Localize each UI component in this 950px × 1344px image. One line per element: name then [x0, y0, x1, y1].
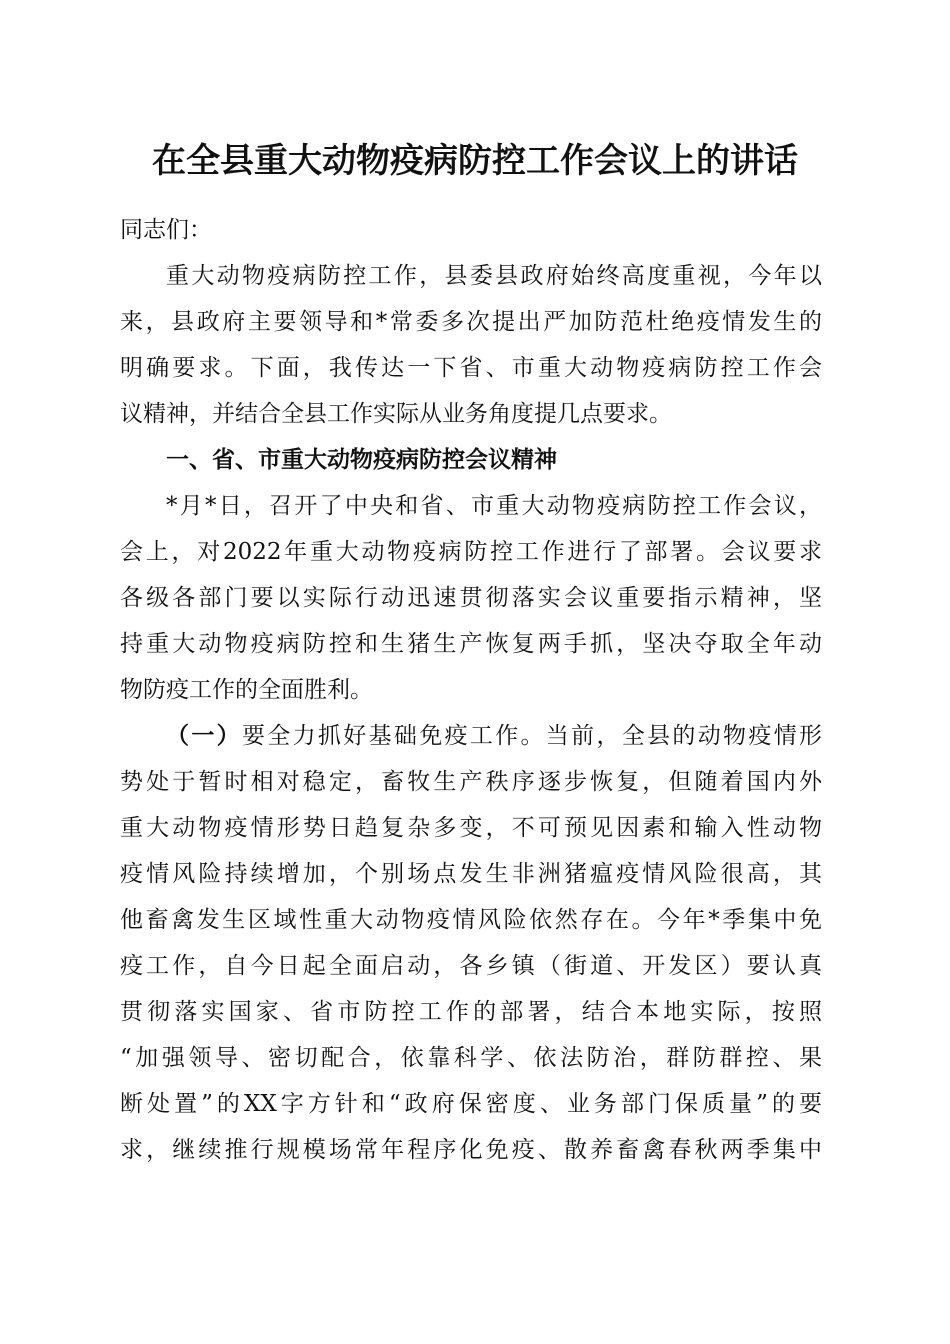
subsection-label: （一） [166, 722, 242, 749]
paragraph-line: 疫工作，自今日起全面启动，各乡镇（街道、开发区）要认真 [120, 953, 822, 979]
paragraph-line: 明确要求。下面，我传达一下省、市重大动物疫病防控工作会 [120, 355, 822, 381]
subsection-line [120, 713, 822, 759]
paragraph-line: 贯彻落实国家、省市防控工作的部署，结合本地实际，按照 [120, 999, 822, 1025]
paragraph-line: *月*日，召开了中央和省、市重大动物疫病防控工作会议， [166, 493, 822, 519]
paragraph-line: 求，继续推行规模场常年程序化免疫、散养畜禽春秋两季集中 [120, 1137, 822, 1163]
paragraph-line: 持重大动物疫病防控和生猪生产恢复两手抓，坚决夺取全年动 [120, 631, 822, 657]
paragraph-line: 各级各部门要以实际行动迅速贯彻落实会议重要指示精神，坚 [120, 585, 822, 611]
paragraph-line: 断处置”的XX字方针和“政府保密度、业务部门保质量”的要 [120, 1091, 822, 1117]
paragraph-line: 疫情风险持续增加，个别场点发生非洲猪瘟疫情风险很高，其 [120, 861, 822, 887]
paragraph-line: 他畜禽发生区域性重大动物疫情风险依然存在。今年*季集中免 [120, 907, 822, 933]
paragraph-line: 会上，对2022年重大动物疫病防控工作进行了部署。会议要求 [120, 539, 822, 565]
salutation: 同志们： [120, 217, 212, 243]
document-title: 在全县重大动物疫病防控工作会议上的讲话 [152, 141, 798, 181]
subsection-text: 要全力抓好基础免疫工作。当前，全县的动物疫情形 [241, 723, 822, 749]
document-body [120, 207, 822, 1173]
paragraph-line: 来，县政府主要领导和*常委多次提出严加防范杜绝疫情发生的 [120, 309, 822, 335]
paragraph-line: 议精神，并结合全县工作实际从业务角度提几点要求。 [120, 401, 672, 427]
paragraph-line: 重大动物疫病防控工作，县委县政府始终高度重视，今年以 [166, 263, 822, 289]
paragraph-line: 物防疫工作的全面胜利。 [120, 677, 373, 703]
paragraph-line: “加强领导、密切配合，依靠科学、依法防治，群防群控、果 [120, 1045, 822, 1071]
paragraph-line: 势处于暂时相对稳定，畜牧生产秩序逐步恢复，但随着国内外 [120, 769, 822, 795]
section-heading: 一、省、市重大动物疫病防控会议精神 [166, 447, 557, 473]
paragraph-line: 重大动物疫情形势日趋复杂多变，不可预见因素和输入性动物 [120, 815, 822, 841]
